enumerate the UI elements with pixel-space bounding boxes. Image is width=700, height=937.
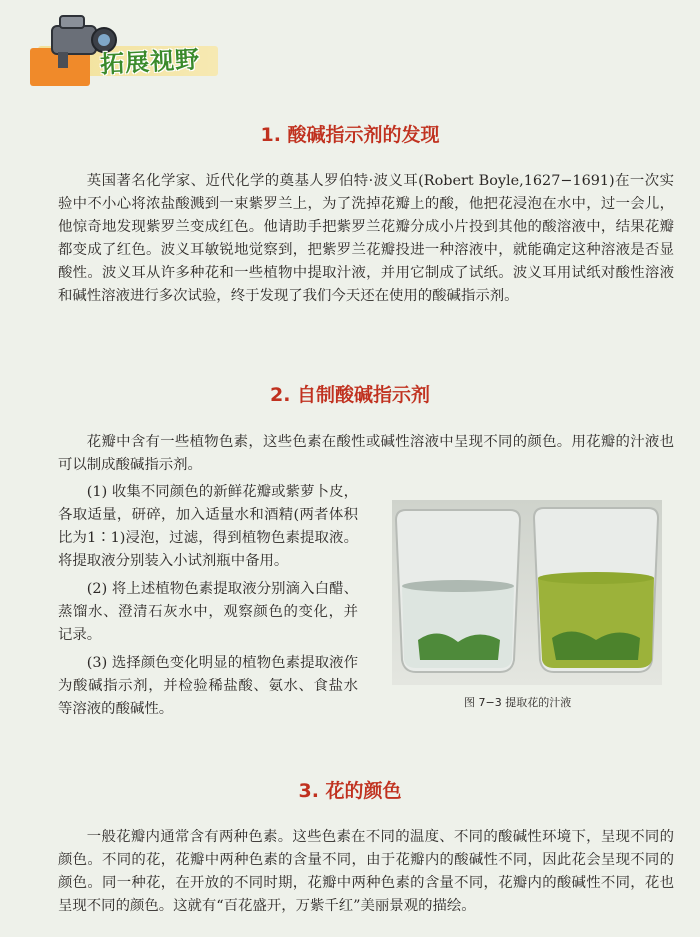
section-2-intro: 花瓣中含有一些植物色素，这些色素在酸性或碱性溶液中呈现不同的颜色。用花瓣的汁液也可以制成酸碱指示剂。: [58, 434, 674, 473]
section-3-paragraph: 一般花瓣内通常含有两种色素。这些色素在不同的温度、不同的酸碱性环境下，呈现不同的颜色。不同的花，花瓣中两种色素的含量不同，由于花瓣内的酸碱性不同，因此花会呈现不同的颜色。同一种花，在开放的不同时期，花瓣中两种色素的含量不同，花瓣内的酸碱性不同，花也呈现不同的颜色。这就有“百花盛开，万紫千红”美丽景观的描绘。: [58, 829, 674, 914]
step-3: (3) 选择颜色变化明显的植物色素提取液作为酸碱指示剂，并检验稀盐酸、氨水、食盐水等溶液的酸碱性。: [58, 655, 358, 717]
extension-banner: [30, 8, 220, 86]
banner-title: 拓展视野: [99, 45, 201, 79]
figure-7-3-photo: [392, 500, 662, 685]
section-1-paragraph: 英国著名化学家、近代化学的奠基人罗伯特·波义耳(Robert Boyle,1627−1691)在一次实验中不小心将浓盐酸溅到一束紫罗兰上，为了洗掉花瓣上的酸，他把花浸泡在水中，过一会儿，他惊奇地发现紫罗兰变成红色。他请助手把紫罗兰花瓣分成小片投到其他的酸溶液中，结果花瓣都变成了红色。波义耳敏锐地觉察到，把紫罗兰花瓣投进一种溶液中，就能确定这种溶液是否显酸性。波义耳从许多种花和一些植物中提取汁液，并用它制成了试纸。波义耳用试纸对酸性溶液和碱性溶液进行多次试验，终于发现了我们今天还在使用的酸碱指示剂。: [58, 173, 674, 304]
section-2-heading: 2. 自制酸碱指示剂: [269, 384, 431, 406]
section-1-heading: 1. 酸碱指示剂的发现: [260, 124, 440, 146]
figure-caption: 图 7−3 提取花的汁液: [464, 696, 572, 709]
step-2: (2) 将上述植物色素提取液分别滴入白醋、蒸馏水、澄清石灰水中，观察颜色的变化，并记录。: [58, 581, 358, 643]
step-1: (1) 收集不同颜色的新鲜花瓣或紫萝卜皮，各取适量，研碎，加入适量水和酒精(两者体积比为1∶1)浸泡，过滤，得到植物色素提取液。将提取液分别装入小试剂瓶中备用。: [58, 484, 358, 569]
section-3-heading: 3. 花的颜色: [298, 780, 402, 802]
two-glasses-illustration: [392, 500, 662, 685]
